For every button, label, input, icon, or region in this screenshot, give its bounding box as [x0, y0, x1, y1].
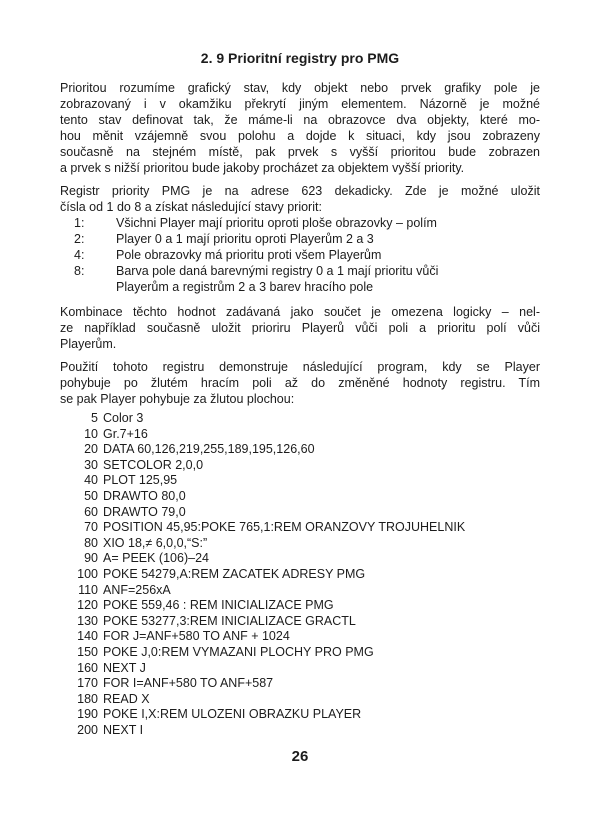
program-line-number: 90	[84, 551, 98, 566]
program-line-code: A= PEEK (106)–24	[103, 551, 209, 566]
program-line-code: POSITION 45,95:POKE 765,1:REM ORANZOVY TROJUHELNIK	[103, 520, 466, 535]
program-line	[68, 614, 548, 630]
program-line	[68, 427, 548, 443]
list-item	[60, 263, 540, 295]
program-line	[68, 473, 548, 489]
program-line-code: Color 3	[103, 411, 144, 425]
program-line	[68, 723, 548, 739]
program-line-code: ANF=256xA	[103, 582, 171, 597]
list-item-text: Všichni Player mají prioritu oproti ploše obrazovky – polím	[116, 216, 437, 230]
program-line	[68, 458, 548, 474]
program-line	[68, 629, 548, 645]
program-line-number: 140	[77, 629, 98, 644]
program-line-code: FOR I=ANF+580 TO ANF+587	[103, 676, 274, 691]
program-line	[68, 707, 548, 723]
program-line-code: XIO 18,≠ 6,0,0,“S:”	[103, 535, 208, 550]
program-line-number: 190	[77, 707, 98, 722]
program-line	[68, 411, 548, 427]
program-line-number: 130	[77, 613, 98, 628]
list-item-number: 2:	[74, 232, 85, 246]
list-item-text: Player 0 a 1 mají prioritu oproti Playerům 2 a 3	[116, 232, 374, 246]
program-line	[68, 692, 548, 708]
program-line	[68, 520, 548, 536]
program-line	[68, 489, 548, 505]
program-line	[68, 645, 548, 661]
paragraph-line: Použití tohoto registru demonstruje následující program, kdy se Player	[60, 360, 540, 374]
priority-list	[60, 215, 540, 295]
list-item-number: 8:	[74, 264, 85, 278]
paragraph-line: Prioritou rozumíme grafický stav, kdy objekt nebo prvek grafiky pole je	[60, 81, 540, 95]
program-line-number: 100	[77, 566, 98, 581]
program-line-code: NEXT I	[103, 722, 144, 737]
program-listing	[68, 411, 548, 738]
program-line-code: POKE 559,46 : REM INICIALIZACE PMG	[103, 598, 334, 613]
program-line-code: POKE J,0:REM VYMAZANI PLOCHY PRO PMG	[103, 644, 374, 659]
program-line-code: SETCOLOR 2,0,0	[103, 457, 204, 472]
paragraph-priority-definition	[60, 80, 540, 176]
paragraph-program-intro	[60, 359, 540, 407]
program-line-number: 60	[84, 504, 98, 519]
paragraph-line: se pak Player pohybuje za žlutou plochou:	[60, 392, 295, 406]
program-line-code: DATA 60,126,219,255,189,195,126,60	[103, 442, 315, 457]
program-line	[68, 567, 548, 583]
paragraph-line: zobrazovaný i v okamžiku překrytí jiným elementem. Názorně je možné	[60, 97, 540, 111]
program-line-number: 150	[77, 644, 98, 659]
program-line-code: POKE 54279,A:REM ZACATEK ADRESY PMG	[103, 566, 366, 581]
section-title: 2. 9 Prioritní registry pro PMG	[200, 50, 400, 66]
program-line-number: 110	[78, 582, 98, 597]
program-line-number: 170	[77, 676, 98, 691]
program-line	[68, 598, 548, 614]
program-line-number: 200	[77, 722, 98, 737]
program-line	[68, 583, 548, 599]
program-line-number: 80	[84, 535, 98, 550]
paragraph-combination	[60, 304, 540, 352]
program-line	[68, 661, 548, 677]
program-line-number: 160	[77, 660, 98, 675]
list-item	[60, 215, 540, 231]
list-item-number: 1:	[74, 216, 85, 230]
program-line-number: 70	[84, 520, 98, 535]
program-line-number: 20	[84, 442, 98, 457]
list-item-text: Barva pole daná barevnými registry 0 a 1 mají prioritu vůči	[116, 264, 439, 278]
program-line	[68, 551, 548, 567]
program-line-number: 30	[84, 457, 98, 472]
program-line-code: NEXT J	[103, 660, 146, 675]
paragraph-line: Playerům.	[60, 337, 117, 351]
list-item	[60, 231, 540, 247]
program-line-code: FOR J=ANF+580 TO ANF + 1024	[103, 629, 290, 644]
list-item-number: 4:	[74, 248, 85, 262]
paragraph-line: Registr priority PMG je na adrese 623 dekadicky. Zde je možné uložit	[60, 184, 540, 198]
program-line-code: Gr.7+16	[103, 426, 148, 441]
program-line-code: DRAWTO 79,0	[103, 504, 186, 519]
program-line-number: 50	[84, 488, 98, 503]
program-line-number: 120	[77, 598, 98, 613]
paragraph-line: a prvek s nižší prioritou bude jakoby procházet za objektem vyšší priority.	[60, 161, 465, 175]
paragraph-line: pohybuje po žlutém hracím poli až do změněné hodnoty registru. Tím	[60, 376, 540, 390]
program-line	[68, 505, 548, 521]
paragraph-line: čísla od 1 do 8 a získat následující stavy priorit:	[60, 200, 322, 214]
program-line-number: 5	[91, 411, 98, 425]
paragraph-line: současně na stejném místě, pak prvek s vyšší prioritou bude zobrazen	[60, 145, 540, 159]
paragraph-line: tento stav definovat tak, že máme-li na obrazovce dva objekty, které mo-	[60, 113, 540, 127]
list-item	[60, 247, 540, 263]
program-line-number: 180	[77, 691, 98, 706]
list-item-text: Pole obrazovky má prioritu proti všem Playerům	[116, 248, 382, 262]
page-number: 26	[291, 748, 309, 765]
program-line-code: PLOT 125,95	[103, 473, 178, 488]
program-line-code: POKE 53277,3:REM INICIALIZACE GRACTL	[103, 613, 356, 628]
list-item-text: Playerům a registrům 2 a 3 barev hracího pole	[116, 280, 374, 294]
paragraph-line: ze například současně uložit prioriru Playerů vůči poli a prioritu polí vůči	[60, 321, 540, 335]
program-line	[68, 676, 548, 692]
paragraph-line: Kombinace těchto hodnot zadávaná jako součet je omezena logicky – nel-	[60, 305, 540, 319]
program-line	[68, 536, 548, 552]
program-line-code: POKE I,X:REM ULOZENI OBRAZKU PLAYER	[103, 707, 362, 722]
paragraph-line: hou měnit vzájemně svou polohu a dojde k situaci, kdy jsou zobrazeny	[60, 129, 540, 143]
program-line-code: READ X	[103, 691, 150, 706]
program-line	[68, 442, 548, 458]
paragraph-register-address	[60, 183, 540, 215]
program-line-number: 40	[84, 473, 98, 488]
program-line-number: 10	[84, 426, 98, 441]
program-line-code: DRAWTO 80,0	[103, 488, 186, 503]
